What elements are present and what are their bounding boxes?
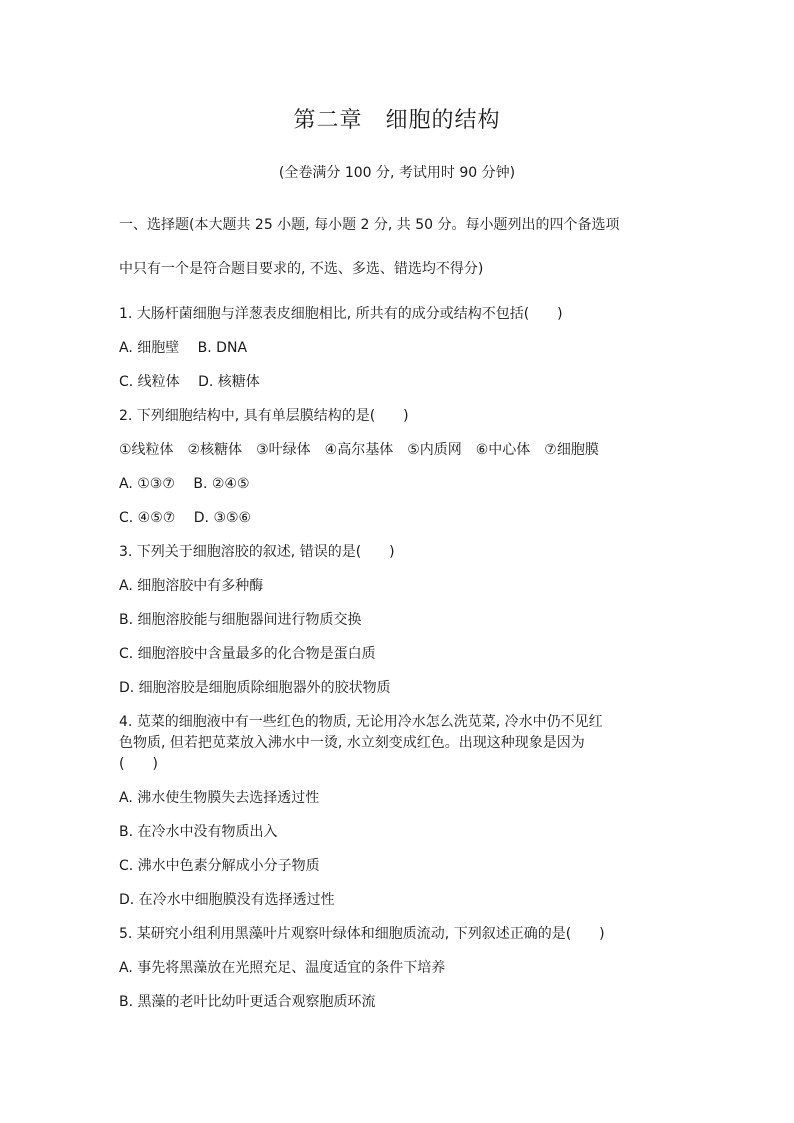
question-1-stem: 1. 大肠杆菌细胞与洋葱表皮细胞相比, 所共有的成分或结构不包括( ) [119,306,563,322]
question-3-option-c: C. 细胞溶胶中含量最多的化合物是蛋白质 [119,646,376,662]
question-3-option-b: B. 细胞溶胶能与细胞器间进行物质交换 [119,612,362,628]
question-1-options-ab: A. 细胞壁 B. DNA [119,340,248,356]
exam-info: (全卷满分 100 分, 考试用时 90 分钟) [278,165,516,181]
question-3-option-a: A. 细胞溶胶中有多种酶 [119,578,264,594]
section-instruction-line2: 中只有一个是符合题目要求的, 不选、多选、错选均不得分) [119,261,484,277]
section-instruction-line1: 一、选择题(本大题共 25 小题, 每小题 2 分, 共 50 分。每小题列出的四个备选项 [119,217,620,233]
question-4-stem-line2: 色物质, 但若把苋菜放入沸水中一烫, 水立刻变成红色。出现这种现象是因为 [119,735,585,751]
question-4-stem-line1: 4. 苋菜的细胞液中有一些红色的物质, 无论用冷水怎么洗苋菜, 冷水中仍不见红 [119,714,603,730]
question-2-options-ab: A. ①③⑦ B. ②④⑤ [119,476,250,492]
question-4-option-d: D. 在冷水中细胞膜没有选择透过性 [119,892,335,908]
question-4-option-a: A. 沸水使生物膜失去选择透过性 [119,790,320,806]
question-4-option-b: B. 在冷水中没有物质出入 [119,824,278,840]
question-1-options-cd: C. 线粒体 D. 核糖体 [119,374,260,390]
question-5-stem: 5. 某研究小组利用黑藻叶片观察叶绿体和细胞质流动, 下列叙述正确的是( ) [119,926,605,942]
question-3-stem: 3. 下列关于细胞溶胶的叙述, 错误的是( ) [119,544,395,560]
question-5-option-b: B. 黑藻的老叶比幼叶更适合观察胞质环流 [119,994,376,1010]
question-2-items: ①线粒体 ②核糖体 ③叶绿体 ④高尔基体 ⑤内质网 ⑥中心体 ⑦细胞膜 [119,442,599,458]
page-title: 第二章 细胞的结构 [293,108,501,133]
question-4-option-c: C. 沸水中色素分解成小分子物质 [119,858,320,874]
question-3-option-d: D. 细胞溶胶是细胞质除细胞器外的胶状物质 [119,680,391,696]
question-2-options-cd: C. ④⑤⑦ D. ③⑤⑥ [119,510,252,526]
question-2-stem: 2. 下列细胞结构中, 具有单层膜结构的是( ) [119,408,409,424]
question-4-stem-line3: ( ) [119,756,158,772]
question-5-option-a: A. 事先将黑藻放在光照充足、温度适宜的条件下培养 [119,960,446,976]
